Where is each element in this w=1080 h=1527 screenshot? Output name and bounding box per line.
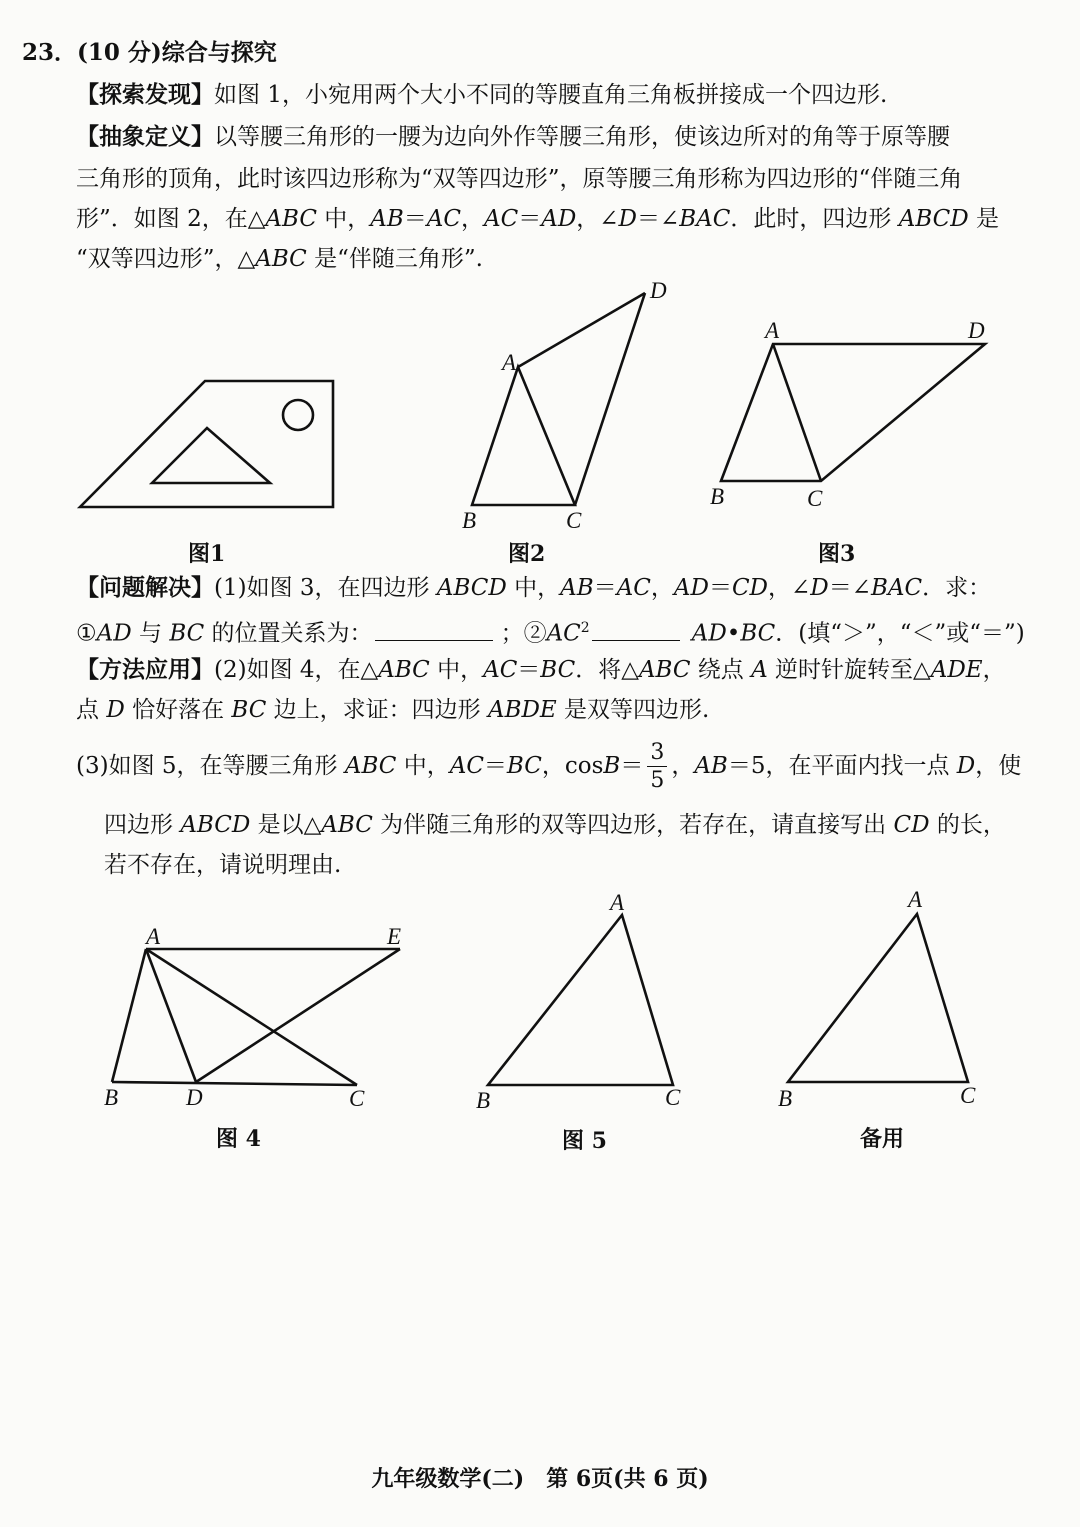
- p3-text: ＝: [483, 753, 507, 779]
- part3-line-1: [76, 740, 1021, 792]
- prob-text: ，: [650, 575, 674, 601]
- fig2-label-b: B: [462, 508, 477, 533]
- method-line-2: [76, 695, 709, 725]
- meth-math: D: [106, 697, 125, 723]
- def-text: ．此时，四边形: [730, 206, 899, 232]
- definition-text-2: 三角形的顶角，此时该四边形称为“双等四边形”，原等腰三角形称为四边形的“伴随三角: [76, 166, 963, 192]
- def-text: ，∠: [576, 206, 619, 232]
- figure-spare: [778, 887, 976, 1111]
- prob-text: ；②: [500, 620, 547, 647]
- meth-math: AC: [483, 657, 518, 683]
- problem-tag: 【问题解决】: [76, 574, 214, 601]
- method-tag: 【方法应用】: [76, 656, 214, 683]
- meth-text: 点: [76, 697, 107, 723]
- caption-fig2: 图2: [508, 541, 546, 567]
- meth-text: ＝: [517, 657, 541, 683]
- meth-math: A: [751, 657, 768, 683]
- p3-text: 的长，: [929, 812, 1006, 838]
- meth-math: ABC: [378, 657, 430, 683]
- p3-text: ，: [671, 753, 695, 779]
- p3-math: ABC: [321, 812, 373, 838]
- prob-math: ABCD: [436, 575, 507, 601]
- def-text: ＝: [518, 206, 542, 232]
- question-score: (10 分): [77, 39, 162, 66]
- meth-math: BC: [231, 697, 267, 723]
- caption-fig1: 图1: [188, 541, 226, 567]
- question-title: 综合与探究: [161, 39, 277, 66]
- prob-math: CD: [731, 575, 768, 601]
- caption-fig3: 图3: [818, 541, 856, 567]
- prob-text: ，∠: [767, 575, 811, 601]
- def-math: BAC: [679, 206, 731, 232]
- superscript-2: 2: [580, 620, 590, 636]
- explore-text: 如图 1，小宛用两个大小不同的等腰直角三角板拼接成一个四边形.: [214, 82, 888, 108]
- fig3-label-d: D: [968, 318, 985, 343]
- meth-text: 逆时针旋转至△: [767, 657, 931, 683]
- def-math: ABC: [255, 246, 307, 272]
- meth-text: 是双等四边形.: [556, 697, 710, 723]
- prob-text: 与: [131, 620, 170, 647]
- prob-math: D: [810, 575, 829, 601]
- segment-bc: [112, 1082, 357, 1085]
- caption-fig5: 图 5: [562, 1128, 607, 1154]
- p3-math: B: [603, 753, 621, 779]
- meth-text: ，: [982, 657, 1006, 683]
- figure-3: [710, 318, 985, 511]
- segment-de: [196, 949, 400, 1082]
- meth-math: BC: [540, 657, 576, 683]
- prob-math: BC: [169, 620, 205, 647]
- quad-abcd: [721, 344, 985, 481]
- fraction-cos-b: [647, 742, 667, 792]
- def-math: AC: [483, 206, 519, 232]
- segment-ad: [146, 949, 196, 1082]
- p3-text: ＝: [620, 753, 644, 779]
- spare-label-b: B: [778, 1086, 793, 1111]
- p3-math: ABCD: [180, 812, 251, 838]
- def-text: ＝∠: [637, 206, 680, 232]
- def-math: D: [618, 206, 637, 232]
- fig4-label-c: C: [349, 1086, 365, 1111]
- fig2-label-a: A: [502, 350, 517, 375]
- meth-text: ．将△: [575, 657, 639, 683]
- p3-math: AC: [449, 753, 484, 779]
- p3-math: ABC: [344, 753, 397, 779]
- segment-ac: [773, 344, 821, 481]
- triangle-abc-spare: [788, 914, 968, 1082]
- prob-math: BC: [740, 620, 776, 647]
- prob-text: 的位置关系为：: [204, 620, 373, 647]
- prob-math: AD: [673, 575, 709, 601]
- definition-text-1: 以等腰三角形的一腰为边向外作等腰三角形，使该边所对的角等于原等腰: [214, 124, 950, 150]
- page-footer: 九年级数学(二) 第 6页(共 6 页): [371, 1466, 709, 1492]
- caption-spare: 备用: [860, 1126, 905, 1152]
- def-math: AC: [426, 206, 461, 232]
- def-text: 形”．如图 2，在△: [76, 206, 266, 232]
- segment-ad: [518, 293, 645, 367]
- fig2-label-d: D: [650, 278, 667, 303]
- figure-1: [80, 381, 333, 507]
- p3-text: ＝5，在平面内找一点: [727, 753, 957, 779]
- prob-text: •: [726, 620, 741, 647]
- p3-text: 为伴随三角形的双等四边形，若存在，请直接写出: [372, 812, 894, 838]
- explore-tag: 【探索发现】: [76, 81, 214, 108]
- def-text: ，: [460, 206, 484, 232]
- fig4-label-d: D: [186, 1085, 203, 1110]
- prob-text: ①: [76, 620, 97, 647]
- prob-text: ．求：: [922, 575, 992, 601]
- p3-math: AB: [694, 753, 728, 779]
- caption-fig4: 图 4: [216, 1126, 261, 1152]
- fig3-label-a: A: [765, 318, 780, 343]
- p3-text: 是以△: [250, 812, 322, 838]
- set-square-hole: [283, 400, 313, 430]
- def-text: “双等四边形”，△: [76, 246, 256, 272]
- prob-text: ＝: [593, 575, 617, 601]
- prob-text: ＝∠: [828, 575, 871, 601]
- figure-5: [476, 890, 681, 1113]
- problem-line-2: [76, 613, 1025, 649]
- prob-text: (1)如图 3，在四边形: [214, 575, 437, 601]
- prob-math: BAC: [871, 575, 923, 601]
- fig5-label-a: A: [610, 890, 625, 915]
- meth-math: ADE: [930, 657, 983, 683]
- meth-text: (2)如图 4，在△: [214, 657, 379, 683]
- prob-math: AC: [616, 575, 651, 601]
- spare-label-c: C: [960, 1083, 976, 1108]
- p3-math: CD: [893, 812, 930, 838]
- figure-2: [462, 278, 667, 533]
- answer-blank-2[interactable]: [592, 620, 680, 641]
- method-line-1: [76, 655, 1006, 685]
- inner-triangle: [152, 428, 270, 483]
- def-math: AB: [370, 206, 404, 232]
- def-text: ＝: [403, 206, 427, 232]
- fig3-label-b: B: [710, 484, 725, 509]
- meth-text: 恰好落在: [124, 697, 232, 723]
- def-math: ABC: [265, 206, 317, 232]
- fraction-numerator: 3: [647, 742, 667, 767]
- question-number: 23．: [22, 39, 78, 66]
- segment-ac: [146, 949, 357, 1085]
- definition-tag: 【抽象定义】: [76, 123, 214, 150]
- triangle-abc-fig5: [488, 915, 673, 1085]
- def-text: 中，: [316, 206, 371, 232]
- meth-math: ABDE: [487, 697, 557, 723]
- answer-blank-1[interactable]: [375, 620, 493, 641]
- p3-math: BC: [506, 753, 542, 779]
- fig2-label-c: C: [566, 508, 582, 533]
- def-text: 是: [968, 206, 1000, 232]
- spare-label-a: A: [908, 887, 923, 912]
- segment-ab: [112, 949, 146, 1082]
- fraction-denominator: 5: [650, 768, 665, 793]
- prob-math: AC: [546, 620, 581, 647]
- meth-math: ABC: [638, 657, 691, 683]
- triangle-abc: [472, 367, 575, 505]
- prob-math: AB: [560, 575, 594, 601]
- part3-line-3: 若不存在，请说明理由.: [104, 852, 342, 878]
- fig3-label-c: C: [807, 486, 823, 511]
- prob-text: 中，: [506, 575, 561, 601]
- p3-text: ，cos: [541, 753, 604, 779]
- p3-text: 四边形: [104, 812, 181, 838]
- p3-text: (3)如图 5，在等腰三角形: [76, 753, 345, 779]
- def-math: ABCD: [898, 206, 969, 232]
- p3-math: D: [956, 753, 976, 779]
- def-math: AD: [541, 206, 577, 232]
- problem-line-1: [76, 573, 991, 603]
- meth-text: 边上，求证：四边形: [266, 697, 488, 723]
- meth-text: 绕点: [690, 657, 752, 683]
- p3-text: ，使: [975, 753, 1022, 779]
- fig4-label-e: E: [387, 924, 402, 949]
- prob-text: ＝: [708, 575, 732, 601]
- p3-text: 中，: [396, 753, 450, 779]
- figure-4: [104, 924, 401, 1111]
- meth-text: 中，: [429, 657, 484, 683]
- fig4-label-a: A: [146, 924, 161, 949]
- segment-dc: [575, 293, 645, 505]
- prob-text: ．(填“＞”，“＜”或“＝”): [775, 620, 1025, 647]
- fig5-label-c: C: [665, 1085, 681, 1110]
- fig5-label-b: B: [476, 1088, 491, 1113]
- part3-line-2: [104, 810, 1006, 840]
- prob-math: AD: [691, 620, 727, 647]
- fig4-label-b: B: [104, 1085, 119, 1110]
- def-text: 是“伴随三角形”.: [306, 246, 483, 272]
- prob-math: AD: [96, 620, 132, 647]
